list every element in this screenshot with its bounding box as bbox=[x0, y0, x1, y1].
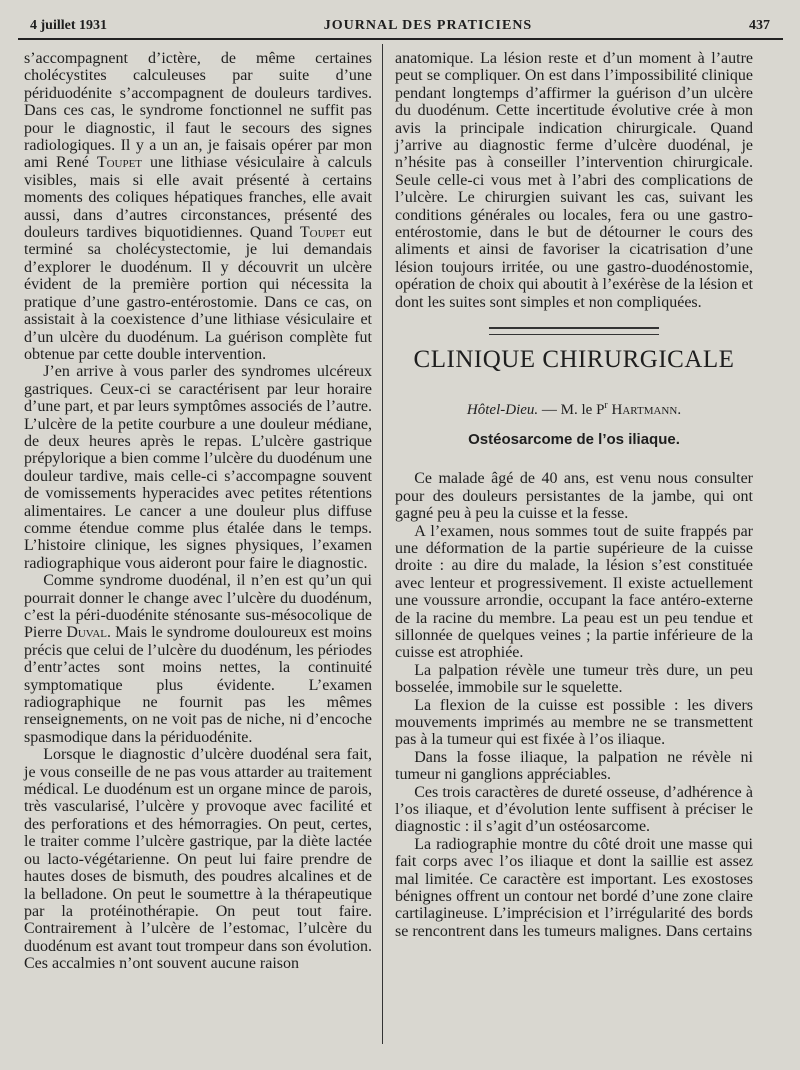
author-name: Duval bbox=[66, 624, 107, 642]
paragraph: A l’examen, nous sommes tout de suite frappés par une déformation de la partie supérieure de la cuisse droite : au dire du malade, la lésion s’est constituée avec lenteur et progressivement. Il existe actuellement une voussure arrondie, occupant la face antéro-externe de la racine du membre. La peau est un peu tendue et sillonnée de quelques veines ; la partie inférieure de la cuisse est atrophiée. bbox=[395, 522, 753, 662]
right-column bbox=[395, 50, 753, 940]
paragraph: s’accompagnent d’ictère, de même certaines cholécystites calculeuses par suite d’une périduodénite s’accompagnent de douleurs tardives. Dans ces cas, le syndrome fonctionnel ne suffit pas pour le diagnostic, il faut le secours des signes radiologiques. Il y a un an, je faisais opérer par mon ami René Toupet une lithiase vésiculaire à calculs visibles, mais si elle avait présenté à certains moments des coliques hépatiques franches, elle avait aussi, dans d’autres circonstances, présenté des douleurs tardives biquotidiennes. Quand Toupet eut terminé sa cholécystectomie, je lui demandais d’explorer le duodénum. Il y découvrit un ulcère évident de la première portion qui nécessita la pratique d’une gastro-entérostomie. Dans ce cas, on assistait à la coexistence d’une lithiase vésiculaire et d’un ulcère du duodénum. La guérison complète fut obtenue par cette double intervention. bbox=[24, 50, 372, 363]
hospital-name: Hôtel-Dieu. bbox=[466, 401, 539, 418]
paragraph: Comme syndrome duodénal, il n’en est qu’un qui pourrait donner le change avec l’ulcère du duodénum, c’est la péri-duodénite sténosante sus-mésocolique de Pierre Duval. Mais le syndrome douloureux est moins précis que celui de l’ulcère du duodénum, les périodes d’entr’actes sont moins nettes, la continuité symptomatique plus évidente. L’examen radiographique ne fournit pas les mêmes renseignements, on ne voit pas de niche, ni d’encoche spasmodique dans la périduodénite. bbox=[24, 572, 373, 746]
paragraph: La flexion de la cuisse est possible : les divers mouvements imprimés au membre ne se transmettent pas à la tumeur qui est fixée à l’os iliaque. bbox=[395, 696, 753, 749]
paragraph: anatomique. La lésion reste et d’un moment à l’autre peut se compliquer. On est dans l’impossibilité clinique pendant longtemps d’affirmer la guérison d’un ulcère du duodénum. Cette incertitude évolutive crée à mon avis la principale indication chirurgicale. Quand j’arrive au diagnostic ferme d’ulcère duodénal, je n’hésite pas à conseiller l’intervention chirurgicale. Seule celle-ci vous met à l’abri des complications de l’ulcère. Le chirurgien suivant les cas, suivant les conditions générales ou locales, fera ou une gastro-entérostomie, dans le but de détourner le cours des aliments et ainsi de favoriser la cicatrisation d’une lésion toujours irritée, ou une gastro-duodénostomie, opération de choix qui aboutit à l’exérèse de la lésion et dont les suites sont simples et non compliquées. bbox=[395, 50, 753, 311]
left-column bbox=[24, 50, 372, 973]
section-divider bbox=[489, 327, 659, 335]
professor-name: Hartmann bbox=[611, 401, 678, 418]
paragraph: Ces trois caractères de dureté osseuse, d’adhérence à l’os iliaque, et d’évolution lente suffisent à préciser le diagnostic : il s’agit d’un ostéosarcome. bbox=[395, 783, 753, 836]
author-name: Toupet bbox=[299, 224, 346, 242]
paragraph: La palpation révèle une tumeur très dure, un peu bosselée, immobile sur le squelette. bbox=[395, 661, 753, 697]
header-date: 4 juillet 1931 bbox=[30, 18, 107, 33]
paragraph: La radiographie montre du côté droit une masse qui fait corps avec l’os iliaque et dont la saillie est assez mal limitée. Ce caractère est important. Les exostoses bénignes offrent un contour net bordé d’une zone claire cartilagineuse. L’imprécision et l’irrégularité des bords se rencontrent dans les tumeurs malignes. Dans certains bbox=[395, 835, 753, 940]
page-number: 437 bbox=[748, 18, 770, 33]
author-name: Toupet bbox=[96, 154, 143, 172]
paragraph: J’en arrive à vous parler des syndromes ulcéreux gastriques. Ceux-ci se caractérisent par leur horaire d’une part, et par leurs symptômes associés de l’autre. L’ulcère de la petite courbure a une douleur médiane, de deux heures après le repas. L’ulcère gastrique prépylorique a bien comme l’ulcère du duodénum une douleur tardive, mais celle-ci s’accompagne souvent de vomissements hyperacides avec petites rétentions alimentaires. Le cancer a une douleur plus diffuse comme étendue comme plus étalée dans le temps. L’histoire clinique, les signes physiques, l’examen radiographique vous aideront pour faire le diagnostic. bbox=[24, 363, 372, 572]
running-header bbox=[30, 14, 770, 38]
article-byline: Hôtel-Dieu. — M. le $P^r$ Hartmann. bbox=[466, 399, 682, 418]
section-title: CLINIQUE CHIRURGICALE bbox=[413, 346, 735, 374]
paragraph: Dans la fosse iliaque, la palpation ne révèle ni tumeur ni ganglions appréciables. bbox=[395, 748, 753, 784]
journal-title: JOURNAL DES PRATICIENS bbox=[323, 18, 533, 33]
paragraph: Ce malade âgé de 40 ans, est venu nous consulter pour des douleurs persistantes de la jambe, qui ont gagné peu à peu la cuisse et la fesse. bbox=[395, 470, 753, 523]
header-rule bbox=[18, 38, 783, 40]
paragraph: Lorsque le diagnostic d’ulcère duodénal sera fait, je vous conseille de ne pas vous attarder au traitement médical. Le duodénum est un organe mince de parois, très vascularisé, l’ulcère y provoque avec facilité et des perforations et des hémorragies. On peut, certes, le traiter comme l’ulcère gastrique, par la diète lactée ou lacto-végétarienne. On peut lui faire prendre de hautes doses de bismuth, des poudres alcalines et de la belladone. On peut le soumettre à la thérapeutique par la protéinothérapie. On peut tout faire. Contrairement à l’ulcère de l’estomac, l’ulcère du duodénum est avant tout trompeur dans son évolution. Ces accalmies n’ont souvent aucune raison bbox=[24, 746, 372, 973]
article-title: Ostéosarcome de l’os iliaque. bbox=[468, 430, 680, 448]
column-divider bbox=[382, 44, 383, 1044]
